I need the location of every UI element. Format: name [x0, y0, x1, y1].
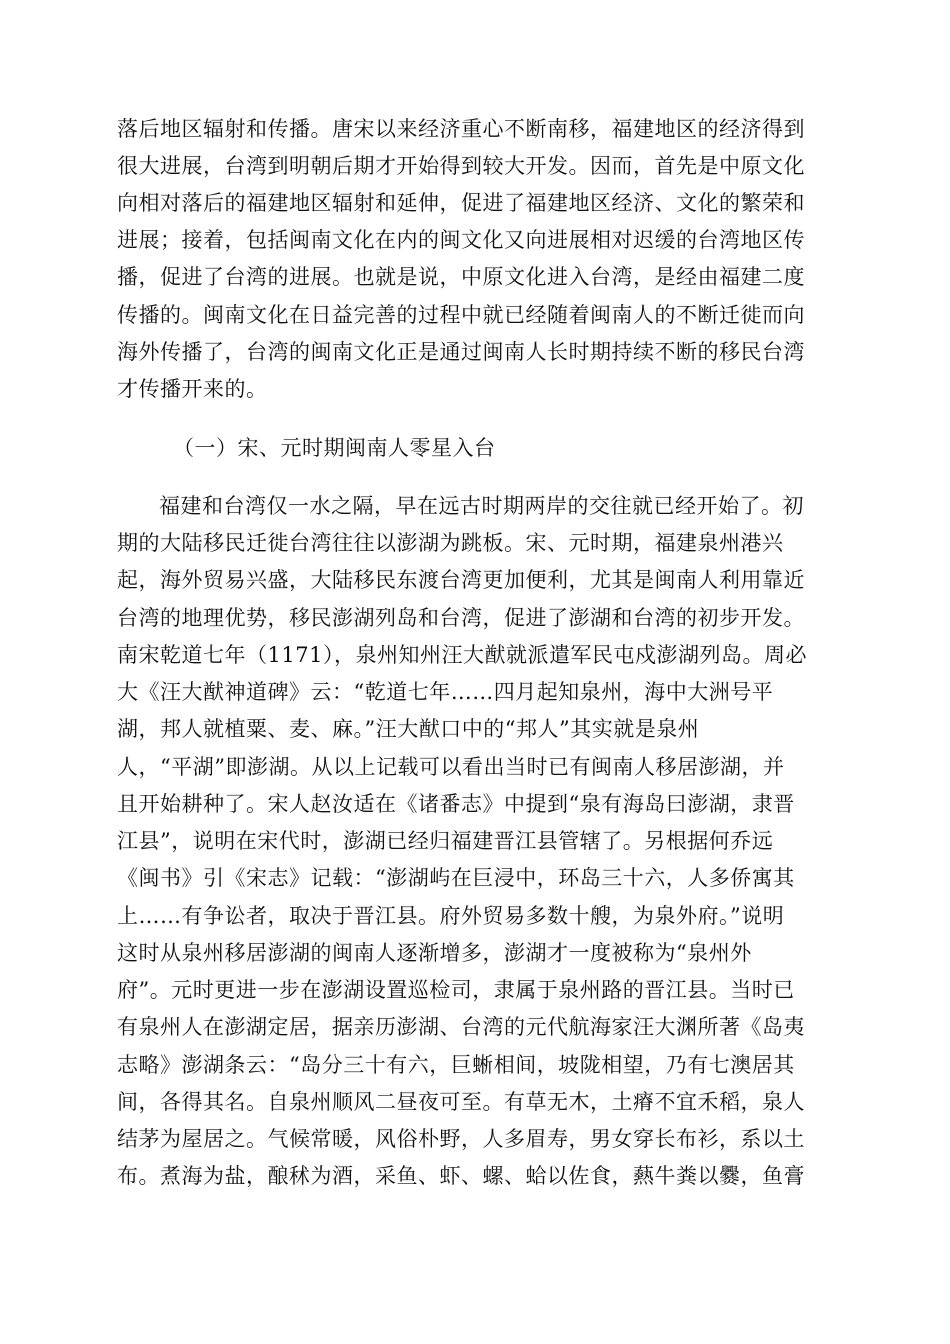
text-line: 福建和台湾仅一水之隔，早在远古时期两岸的交往就已经开始了。初: [159, 494, 804, 518]
text-line: 进展；接着，包括闽南文化在内的闽文化又向进展相对迟缓的台湾地区传: [117, 228, 805, 252]
text-line: 间，各得其名。自泉州顺风二昼夜可至。有草无木，土瘠不宜禾稻，泉人: [117, 1090, 805, 1114]
text-line: 期的大陆移民迁徙台湾往往以澎湖为跳板。宋、元时期，福建泉州港兴: [117, 531, 784, 555]
text-line: 江县”，说明在宋代时，澎湖已经归福建晋江县管辖了。另根据何乔远: [117, 829, 774, 853]
text-line: 很大进展，台湾到明朝后期才开始得到较大开发。因而，首先是中原文化: [117, 154, 805, 178]
text-line: 有泉州人在澎湖定居，据亲历澎湖、台湾的元代航海家汪大渊所著《岛夷: [117, 1015, 805, 1039]
text-line: 《闽书》引《宋志》记载：“澎湖屿在巨浸中，环岛三十六，人多侨寓其: [117, 866, 795, 890]
text-line: 台湾的地理优势，移民澎湖列岛和台湾，促进了澎湖和台湾的初步开发。: [117, 606, 805, 630]
text-line: 向相对落后的福建地区辐射和延伸，促进了福建地区经济、文化的繁荣和: [117, 191, 805, 215]
text-line: 海外传播了，台湾的闽南文化正是通过闽南人长时期持续不断的移民台湾: [117, 340, 805, 364]
text-line: 传播的。闽南文化在日益完善的过程中就已经随着闽南人的不断迁徙而向: [117, 303, 805, 327]
text-line: 播，促进了台湾的进展。也就是说，中原文化进入台湾，是经由福建二度: [117, 265, 805, 289]
text-line: 人，“平湖”即澎湖。从以上记载可以看出当时已有闽南人移居澎湖，并: [117, 755, 785, 779]
text-line: 大《汪大猷神道碑》云：“乾道七年……四月起知泉州，海中大洲号平: [117, 680, 774, 704]
text-line: 落后地区辐射和传播。唐宋以来经济重心不断南移，福建地区的经济得到: [117, 117, 805, 141]
text-line: 湖，邦人就植粟、麦、麻。”汪大猷口中的“邦人”其实就是泉州: [117, 717, 700, 741]
text-line: 府”。元时更进一步在澎湖设置巡检司，隶属于泉州路的晋江县。当时已: [117, 978, 795, 1002]
text-line: 且开始耕种了。宋人赵汝适在《诸番志》中提到“泉有海岛曰澎湖，隶晋: [117, 792, 795, 816]
text-line: 上……有争讼者，取决于晋江县。府外贸易多数十艘，为泉外府。”说明: [117, 904, 785, 928]
text-line: 起，海外贸易兴盛，大陆移民东渡台湾更加便利，尤其是闽南人利用靠近: [117, 568, 805, 592]
text-line: 布。煮海为盐，酿秫为酒，采鱼、虾、螺、蛤以佐食，爇牛粪以爨，鱼膏: [117, 1164, 805, 1188]
text-line: 志略》澎湖条云：“岛分三十有六，巨蜥相间，坡陇相望，乃有七澳居其: [117, 1053, 795, 1077]
text-line: 结茅为屋居之。气候常暖，风俗朴野，人多眉寿，男女穿长布衫，系以土: [117, 1127, 805, 1151]
text-line: 南宋乾道七年（1171），泉州知州汪大猷就派遣军民屯戍澎湖列岛。周必: [117, 643, 807, 667]
text-line: 这时从泉州移居澎湖的闽南人逐渐增多，澎湖才一度被称为“泉州外: [117, 941, 752, 965]
section-heading: （一）宋、元时期闽南人零星入台: [173, 436, 496, 460]
text-line: 才传播开来的。: [117, 377, 268, 401]
